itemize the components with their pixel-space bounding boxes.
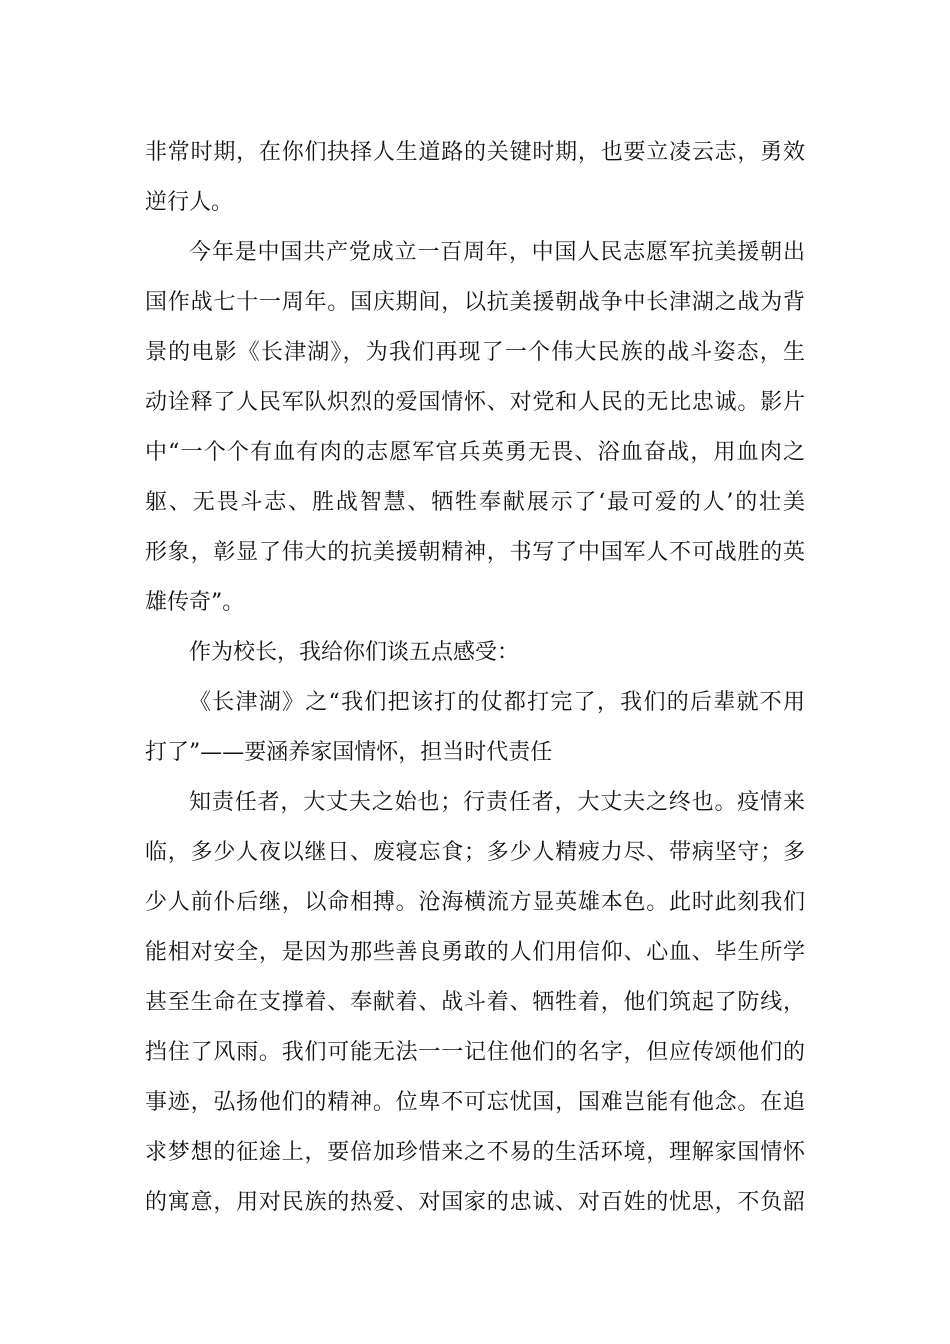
text-line: 动诠释了人民军队炽烈的爱国情怀、对党和人民的无比忠诚。影片 bbox=[145, 390, 805, 415]
text-line: 中“一个个有血有肉的志愿军官兵英勇无畏、浴血奋战，用血肉之 bbox=[145, 440, 805, 465]
text-line: 逆行人。 bbox=[145, 190, 234, 215]
section-heading-line: 《长津湖》之“我们把该打的仗都打完了，我们的后辈就不用 bbox=[189, 690, 805, 715]
body-text bbox=[145, 128, 805, 1228]
text-line: 甚至生命在支撑着、奉献着、战斗着、牺牲着，他们筑起了防线， bbox=[145, 990, 805, 1015]
text-line: 国作战七十一周年。国庆期间，以抗美援朝战争中长津湖之战为背 bbox=[145, 290, 805, 315]
paragraph-first-line: 作为校长，我给你们谈五点感受： bbox=[189, 640, 520, 665]
text-line: 能相对安全，是因为那些善良勇敢的人们用信仰、心血、毕生所学 bbox=[145, 940, 805, 965]
text-line: 躯、无畏斗志、胜战智慧、牺牲奉献展示了‘最可爱的人’的壮美 bbox=[145, 490, 805, 515]
text-line: 事迹，弘扬他们的精神。位卑不可忘忧国，国难岂能有他念。在追 bbox=[145, 1090, 805, 1115]
text-line: 挡住了风雨。我们可能无法一一记住他们的名字，但应传颂他们的 bbox=[145, 1040, 805, 1065]
section-heading-line: 打了”——要涵养家国情怀，担当时代责任 bbox=[145, 740, 553, 765]
text-line: 形象，彰显了伟大的抗美援朝精神，书写了中国军人不可战胜的英 bbox=[145, 540, 805, 565]
text-line: 非常时期，在你们抉择人生道路的关键时期，也要立凌云志，勇效 bbox=[145, 140, 805, 165]
text-line: 求梦想的征途上，要倍加珍惜来之不易的生活环境，理解家国情怀 bbox=[145, 1140, 805, 1165]
text-line: 的寓意，用对民族的热爱、对国家的忠诚、对百姓的忧思，不负韶 bbox=[145, 1190, 805, 1215]
paragraph-first-line: 知责任者，大丈夫之始也；行责任者，大丈夫之终也。疫情来 bbox=[189, 790, 805, 815]
text-line: 少人前仆后继，以命相搏。沧海横流方显英雄本色。此时此刻我们 bbox=[145, 890, 805, 915]
text-line: 景的电影《长津湖》，为我们再现了一个伟大民族的战斗姿态，生 bbox=[145, 340, 805, 365]
paragraph-first-line: 今年是中国共产党成立一百周年，中国人民志愿军抗美援朝出 bbox=[189, 240, 805, 265]
text-line: 雄传奇”。 bbox=[145, 590, 245, 615]
text-line: 临，多少人夜以继日、废寝忘食；多少人精疲力尽、带病坚守；多 bbox=[145, 840, 805, 865]
